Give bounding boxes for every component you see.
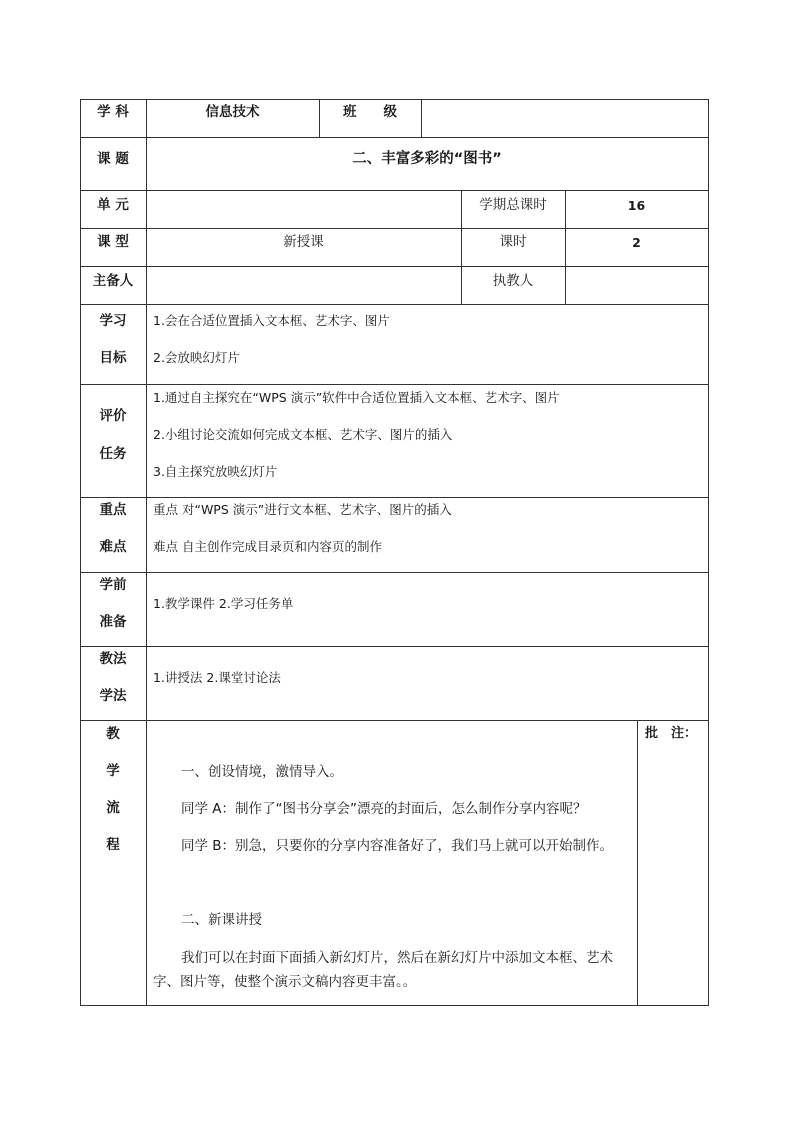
goals-label-2: 目标 xyxy=(99,350,127,366)
process-label-char: 流 xyxy=(106,800,120,816)
methods-label-1: 教法 xyxy=(99,651,127,667)
goal-item: 1.会在合适位置插入文本框、艺术字、图片 xyxy=(153,313,390,328)
note-label: 批 注： xyxy=(645,726,698,741)
evaluation-label-1: 评价 xyxy=(99,408,127,424)
goals-label-1: 学习 xyxy=(99,313,127,329)
table-border xyxy=(80,304,709,305)
hours-label: 课时 xyxy=(499,234,527,250)
table-border xyxy=(80,497,709,498)
table-border xyxy=(80,384,709,385)
preparation-label-2: 准备 xyxy=(99,614,127,630)
table-border xyxy=(80,137,709,138)
subject-label: 学 科 xyxy=(97,104,129,120)
total-hours-value: 16 xyxy=(627,198,646,213)
type-label: 课 型 xyxy=(97,234,129,250)
table-border xyxy=(80,720,709,721)
process-section-title: 二、新课讲授 xyxy=(181,912,262,928)
process-label-char: 程 xyxy=(106,837,120,853)
unit-label: 单 元 xyxy=(97,197,129,213)
table-border xyxy=(637,720,638,1005)
class-label: 班 级 xyxy=(343,104,397,120)
evaluation-item: 1.通过自主探究在“WPS 演示”软件中合适位置插入文本框、艺术字、图片 xyxy=(153,390,560,405)
total-hours-label: 学期总课时 xyxy=(479,197,547,213)
evaluation-item: 3.自主探究放映幻灯片 xyxy=(153,464,278,479)
table-border xyxy=(80,190,709,191)
preparer-label: 主备人 xyxy=(92,273,134,289)
table-border xyxy=(80,266,709,267)
preparation-label-1: 学前 xyxy=(99,577,127,593)
methods-value: 1.讲授法 2.课堂讨论法 xyxy=(153,670,281,685)
topic-value: 二、丰富多彩的“图书” xyxy=(352,151,502,167)
difficult-point: 难点 自主创作完成目录页和内容页的制作 xyxy=(153,539,382,554)
evaluation-item: 2.小组讨论交流如何完成文本框、艺术字、图片的插入 xyxy=(153,427,453,442)
keypoints-label-1: 重点 xyxy=(99,502,127,518)
table-border xyxy=(708,99,709,1006)
type-value: 新授课 xyxy=(283,234,324,250)
goal-item: 2.会放映幻灯片 xyxy=(153,350,240,365)
topic-label: 课 题 xyxy=(97,151,129,167)
hours-value: 2 xyxy=(632,235,641,250)
table-border xyxy=(421,99,422,137)
teacher-label: 执教人 xyxy=(492,273,534,289)
key-point: 重点 对“WPS 演示”进行文本框、艺术字、图片的插入 xyxy=(153,502,452,517)
table-border xyxy=(80,1005,709,1006)
preparation-value: 1.教学课件 2.学习任务单 xyxy=(153,596,294,611)
process-label-char: 教 xyxy=(106,726,120,742)
table-border xyxy=(80,572,709,573)
subject-value: 信息技术 xyxy=(205,104,260,120)
methods-label-2: 学法 xyxy=(99,688,127,704)
keypoints-label-2: 难点 xyxy=(99,539,127,555)
process-line: 我们可以在封面下面插入新幻灯片，然后在新幻灯片中添加文本框、艺术 xyxy=(181,950,613,966)
evaluation-label-2: 任务 xyxy=(99,446,127,462)
process-label-char: 学 xyxy=(106,763,120,779)
table-border xyxy=(80,228,709,229)
table-border xyxy=(80,646,709,647)
process-line: 同学 A：制作了“图书分享会”漂亮的封面后，怎么制作分享内容呢？ xyxy=(181,801,587,817)
process-section-title: 一、创设情境，激情导入。 xyxy=(181,764,343,780)
table-border xyxy=(80,99,709,100)
process-line: 字、图片等，使整个演示文稿内容更丰富。。 xyxy=(153,974,417,990)
process-line: 同学 B：别急，只要你的分享内容准备好了，我们马上就可以开始制作。 xyxy=(181,838,614,854)
